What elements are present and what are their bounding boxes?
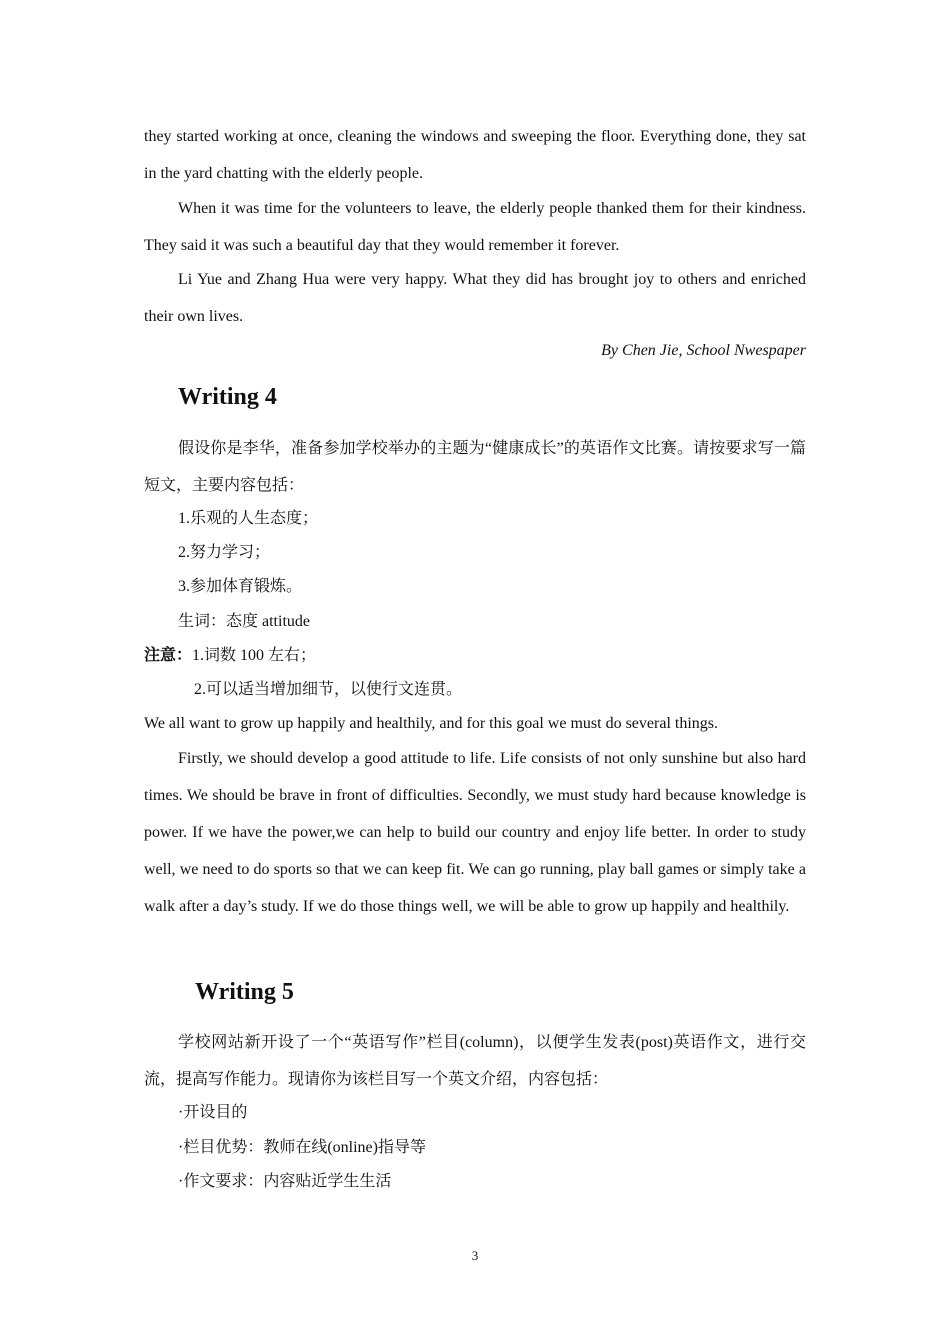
story-byline: By Chen Jie, School Nwespaper (601, 342, 806, 359)
writing-4-note-2: 2.可以适当增加细节，以使行文连贯。 (194, 681, 463, 698)
writing-4-essay-body: Firstly, we should develop a good attitude to life. Life consists of not only sunshine but also hard times. We should be brave in front of difficulties. Secondly, we must study hard because knowledge is power. If we have the power,we can help to build our country and enjoy life better. In order to study well, we need to do sports so that we can keep fit. We can go running, play ball games or simply take a walk after a day’s study. If we do those things well, we will be able to grow up happily and healthily. (144, 750, 806, 915)
writing-5-point-3: ·作文要求：内容贴近学生生活 (178, 1173, 392, 1190)
document-page (144, 0, 806, 1344)
writing-4-point-3: 3.参加体育锻炼。 (178, 578, 303, 595)
writing-4-note (144, 646, 316, 666)
story-paragraph-3: Li Yue and Zhang Hua were very happy. What they did has brought joy to others and enriched their own lives. (144, 271, 806, 325)
writing-4-heading: Writing 4 (178, 384, 277, 410)
writing-5-prompt: 学校网站新开设了一个“英语写作”栏目(column)，以便学生发表(post)英语作文，进行交流，提高写作能力。现请你为该栏目写一个英文介绍，内容包括： (144, 1034, 806, 1088)
writing-4-essay-intro: We all want to grow up happily and healthily, and for this goal we must do several things. (144, 715, 718, 732)
story-paragraph-2: When it was time for the volunteers to leave, the elderly people thanked them for their kindness. They said it was such a beautiful day that they would remember it forever. (144, 200, 806, 254)
writing-4-note-label: 注意： (144, 647, 193, 664)
writing-4-point-2: 2.努力学习； (178, 544, 271, 561)
writing-5-heading: Writing 5 (195, 979, 294, 1005)
writing-5-point-2: ·栏目优势：教师在线(online)指导等 (178, 1139, 426, 1156)
story-paragraph-1: they started working at once, cleaning the windows and sweeping the floor. Everything done, they sat in the yard chatting with the elderly people. (144, 128, 806, 182)
page-number: 3 (471, 1248, 479, 1263)
writing-5-point-1: ·开设目的 (178, 1104, 248, 1121)
writing-4-note-1: 1.词数 100 左右； (192, 647, 317, 664)
writing-4-prompt: 假设你是李华，准备参加学校举办的主题为“健康成长”的英语作文比赛。请按要求写一篇短文，主要内容包括： (144, 440, 806, 494)
writing-4-point-1: 1.乐观的人生态度； (178, 510, 319, 527)
writing-4-vocab: 生词：态度 attitude (178, 613, 310, 630)
